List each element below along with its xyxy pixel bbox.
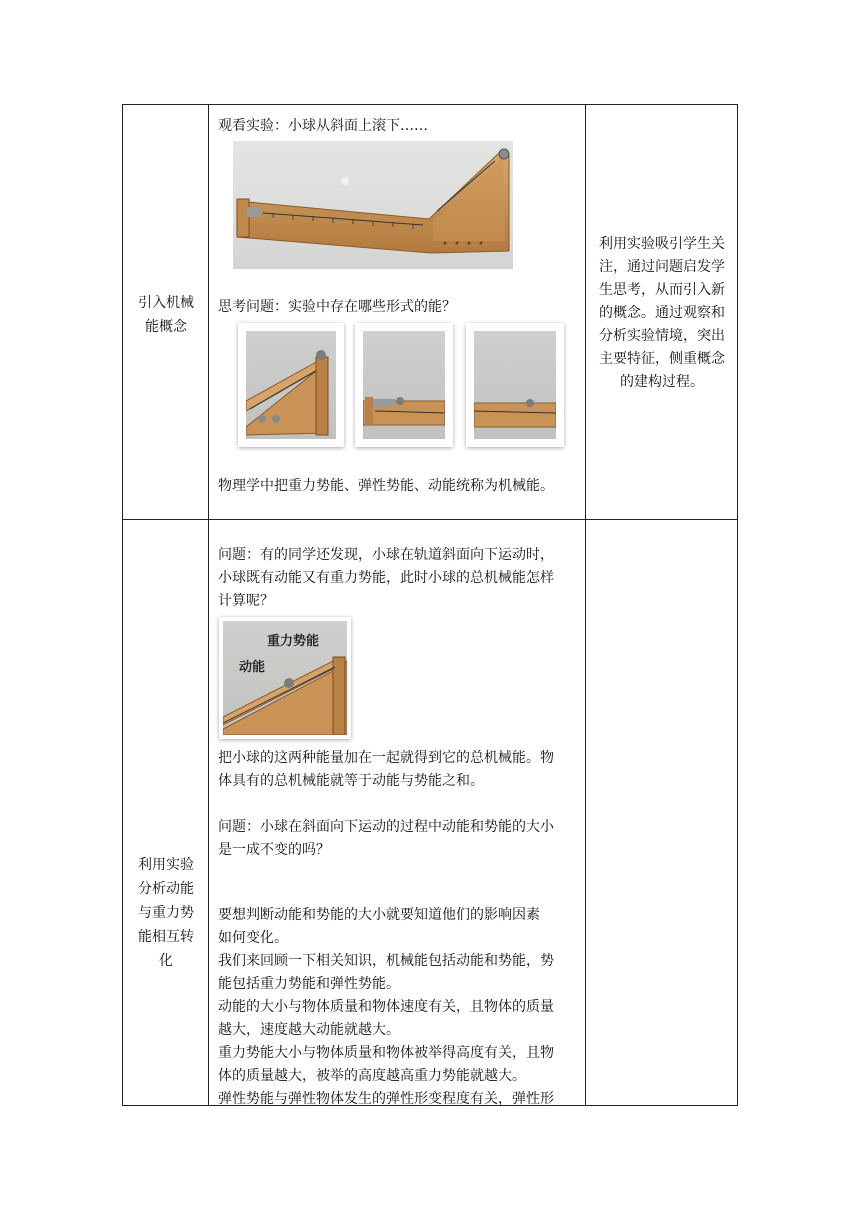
ramp-apparatus-drawing (233, 141, 513, 269)
question1-line: 计算呢？ (218, 593, 274, 609)
factors-text (218, 904, 554, 1111)
stage-line: 与重力势 (138, 905, 194, 921)
stage-line: 能概念 (145, 319, 187, 335)
factors-line: 动能的大小与物体质量和物体速度有关，且物体的质量 (218, 999, 554, 1015)
sum-text (218, 747, 554, 793)
energy-labeled-photo (219, 617, 351, 739)
question2-line: 问题：小球在斜面向下运动的过程中动能和势能的大小 (218, 819, 554, 835)
factors-line: 重力势能大小与物体质量和物体被举得高度有关，且物 (218, 1045, 554, 1061)
question1-line: 小球既有动能又有重力势能，此时小球的总机械能怎样 (218, 570, 554, 586)
question1-line: 问题：有的同学还发现，小球在轨道斜面向下运动时， (218, 547, 554, 563)
note-line: 注，通过问题启发学 (599, 259, 725, 275)
factors-line: 弹性势能与弹性物体发生的弹性形变程度有关，弹性形 (218, 1091, 554, 1107)
factors-line: 如何变化。 (218, 930, 288, 946)
observe-text: 观看实验：小球从斜面上滚下…… (218, 118, 428, 134)
ramp-start-drawing (246, 331, 336, 439)
stage-cell-intro (123, 291, 209, 339)
question1-text (218, 544, 554, 613)
factors-line: 体的质量越大，被举的高度越高重力势能就越大。 (218, 1068, 526, 1084)
factors-line: 能包括重力势能和弹性势能。 (218, 976, 400, 992)
ramp-apparatus-photo (233, 141, 513, 269)
factors-line: 越大，速度越大动能就越大。 (218, 1022, 400, 1038)
note-line: 的概念。通过观察和 (599, 305, 725, 321)
question-text: 思考问题：实验中存在哪些形式的能？ (218, 299, 456, 315)
lesson-table (122, 104, 738, 1106)
note-line: 主要特征，侧重概念 (599, 351, 725, 367)
thumbnail-spring (355, 323, 453, 447)
factors-line: 我们来回顾一下相关知识，机械能包括动能和势能，势 (218, 953, 554, 969)
row-divider (123, 519, 737, 520)
kinetic-energy-label: 动能 (239, 659, 266, 674)
conclusion-text: 物理学中把重力势能、弹性势能、动能统称为机械能。 (218, 478, 554, 494)
energy-labeled-drawing (223, 621, 347, 735)
question2-line: 是一成不变的吗？ (218, 842, 330, 858)
stage-line: 分析动能 (138, 881, 194, 897)
factors-line: 要想判断动能和势能的大小就要知道他们的影响因素 (218, 907, 540, 923)
thumbnail-ramp-start (238, 323, 344, 447)
stage-line: 化 (159, 953, 173, 969)
thumbnail-rolling-ball (466, 323, 564, 447)
note-cell-intro (586, 233, 738, 394)
stage-line: 能相互转 (138, 929, 194, 945)
sum-line: 体具有的总机械能就等于动能与势能之和。 (218, 773, 484, 789)
stage-cell-conversion (123, 853, 209, 973)
stage-line: 利用实验 (138, 857, 194, 873)
note-line: 生思考，从而引入新 (599, 282, 725, 298)
spring-drawing (363, 331, 445, 439)
note-line: 利用实验吸引学生关 (599, 236, 725, 252)
note-line: 分析实验情境，突出 (599, 328, 725, 344)
note-line: 的建构过程。 (620, 374, 704, 390)
rolling-ball-drawing (474, 331, 556, 439)
question2-text (218, 816, 554, 862)
stage-line: 引入机械 (138, 295, 194, 311)
sum-line: 把小球的这两种能量加在一起就得到它的总机械能。物 (218, 750, 554, 766)
potential-energy-label: 重力势能 (267, 633, 320, 648)
